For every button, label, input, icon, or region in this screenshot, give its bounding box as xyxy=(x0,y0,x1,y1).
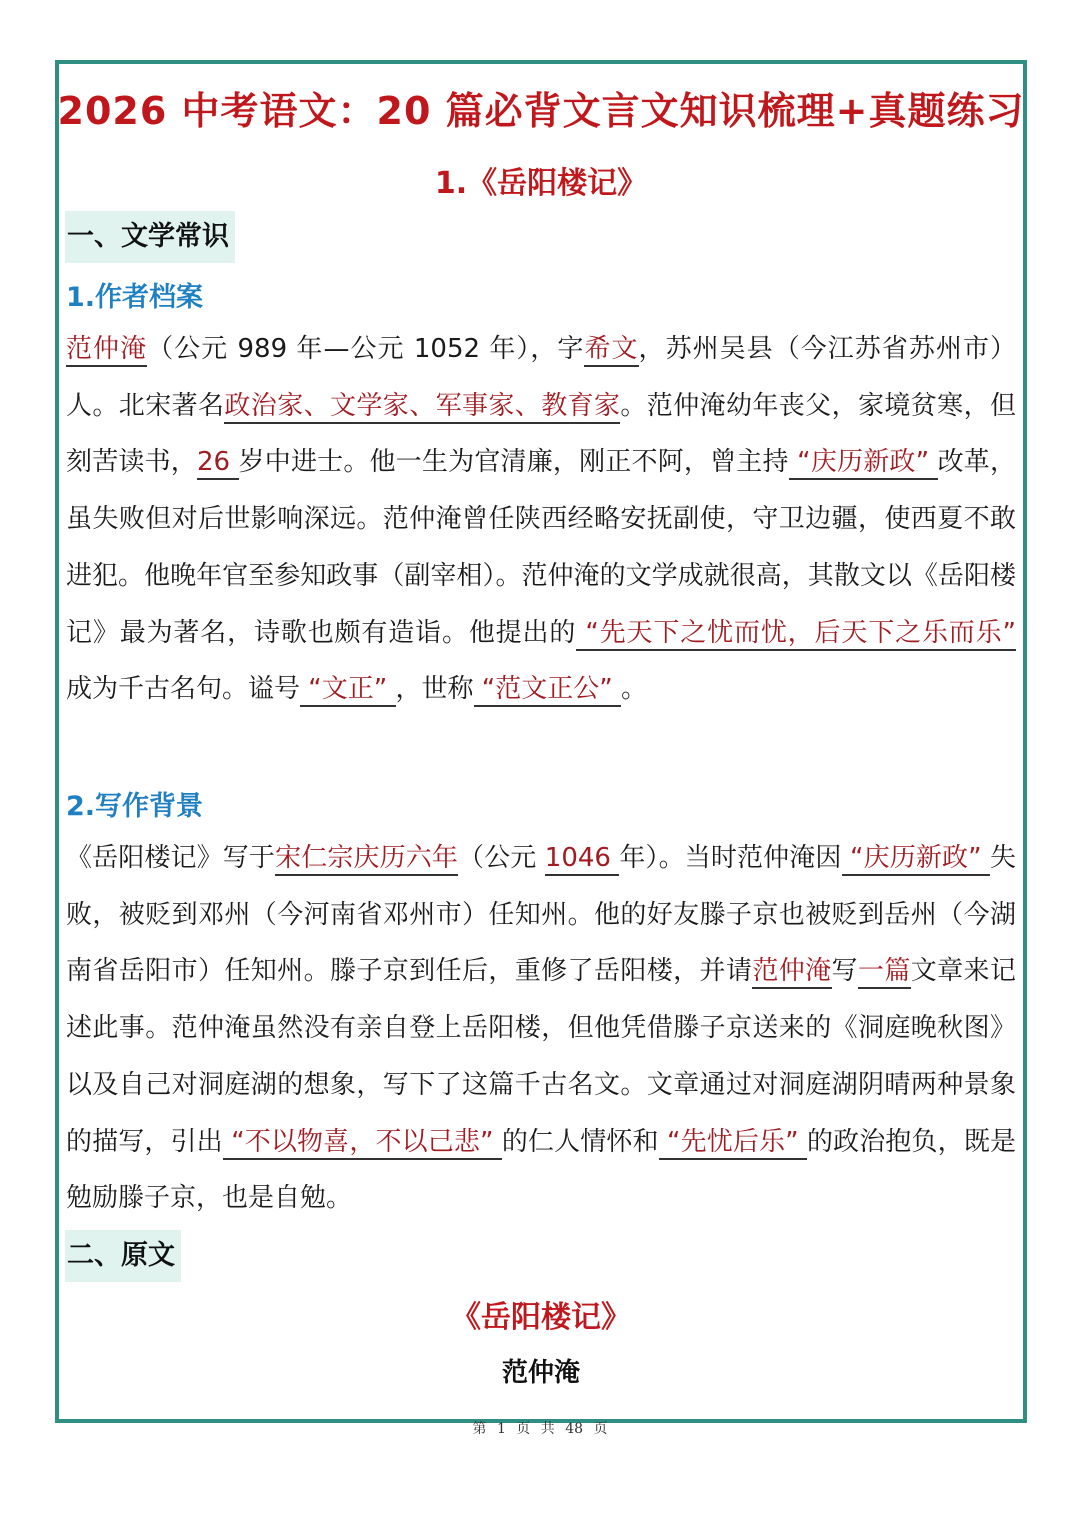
background-highlight-answer: 宋仁宗庆历六年 xyxy=(275,843,458,876)
background-text: 年）。当时范仲淹因 xyxy=(619,843,842,873)
author-highlight-answer: “文正” xyxy=(300,674,395,707)
document-title: 2026 中考语文：20 篇必背文言文知识梳理+真题练习 xyxy=(57,89,1025,133)
background-text: 失败，被贬到邓州（今河南省邓州市）任知州。他的好友滕子京也被贬到岳州（今湖南省岳阳市）任知州。滕子京到任后，重修了岳阳楼，并请 xyxy=(66,843,1016,987)
section-heading-original-text: 二、原文 xyxy=(65,1230,181,1282)
author-highlight-answer: “庆历新政” xyxy=(789,447,938,480)
author-highlight-answer: 希文 xyxy=(584,334,638,367)
author-text: ，世称 xyxy=(395,674,474,705)
author-highlight-answer: 范仲淹 xyxy=(66,334,147,367)
page-number-footer: 第 1 页 共 48 页 xyxy=(472,1421,608,1437)
section-heading-literary-knowledge: 一、文学常识 xyxy=(65,211,235,263)
author-profile-paragraph xyxy=(66,321,1016,718)
background-highlight-answer: 一篇 xyxy=(858,956,911,989)
background-text: 的政治抱负，既是勉励滕子京，也是自勉。 xyxy=(66,1126,1016,1214)
author-text: ，苏州吴县（今江苏省苏州市）人。北宋著名 xyxy=(66,334,1016,421)
background-highlight-answer: “先忧后乐” xyxy=(659,1127,807,1160)
subheading-author-profile: 1.作者档案 xyxy=(66,282,204,313)
author-text: 。范仲淹幼年丧父，家境贫寒，但刻苦读书， xyxy=(66,390,1016,478)
background-highlight-answer: 范仲淹 xyxy=(752,956,831,989)
background-highlight-answer: “庆历新政” xyxy=(842,843,990,876)
background-text: 的仁人情怀和 xyxy=(501,1126,659,1157)
author-highlight-answer: 26 xyxy=(197,447,239,480)
author-text: 。 xyxy=(621,674,648,705)
original-text-title: 《岳阳楼记》 xyxy=(451,1300,631,1335)
background-highlight-answer: “不以物喜，不以己悲” xyxy=(223,1127,502,1160)
background-text: 文章来记述此事。范仲淹虽然没有亲自登上岳阳楼，但他凭借滕子京送来的《洞庭晚秋图》以及自己对洞庭湖的想象，写下了这篇千古名文。文章通过对洞庭湖阴晴两种景象的描写，引出 xyxy=(66,956,1016,1157)
author-highlight-answer: “先天下之忧而忧，后天下之乐而乐” xyxy=(576,618,1016,651)
background-text: 写 xyxy=(831,956,858,987)
author-highlight-answer: “范文正公” xyxy=(474,674,621,707)
author-text: 岁中进士。他一生为官清廉，刚正不阿，曾主持 xyxy=(238,447,789,478)
author-text: （公元 989 年—公元 1052 年），字 xyxy=(147,334,585,364)
background-highlight-answer: 1046 xyxy=(545,843,620,876)
subheading-writing-background: 2.写作背景 xyxy=(66,791,204,822)
original-text-author: 范仲淹 xyxy=(501,1358,580,1388)
background-text: 《岳阳楼记》写于 xyxy=(66,843,276,873)
lesson-title: 1.《岳阳楼记》 xyxy=(434,166,648,201)
author-text: 成为千古名句。谥号 xyxy=(66,674,301,705)
author-highlight-answer: 政治家、文学家、军事家、教育家 xyxy=(224,391,620,424)
background-text: （公元 xyxy=(458,843,545,873)
author-text: 改革，虽失败但对后世影响深远。范仲淹曾任陕西经略安抚副使，守卫边疆，使西夏不敢进犯。他晚年官至参知政事（副宰相）。范仲淹的文学成就很高，其散文以《岳阳楼记》最为著名，诗歌也颇有造诣。他提出的 xyxy=(66,447,1016,648)
writing-background-paragraph xyxy=(66,830,1016,1227)
